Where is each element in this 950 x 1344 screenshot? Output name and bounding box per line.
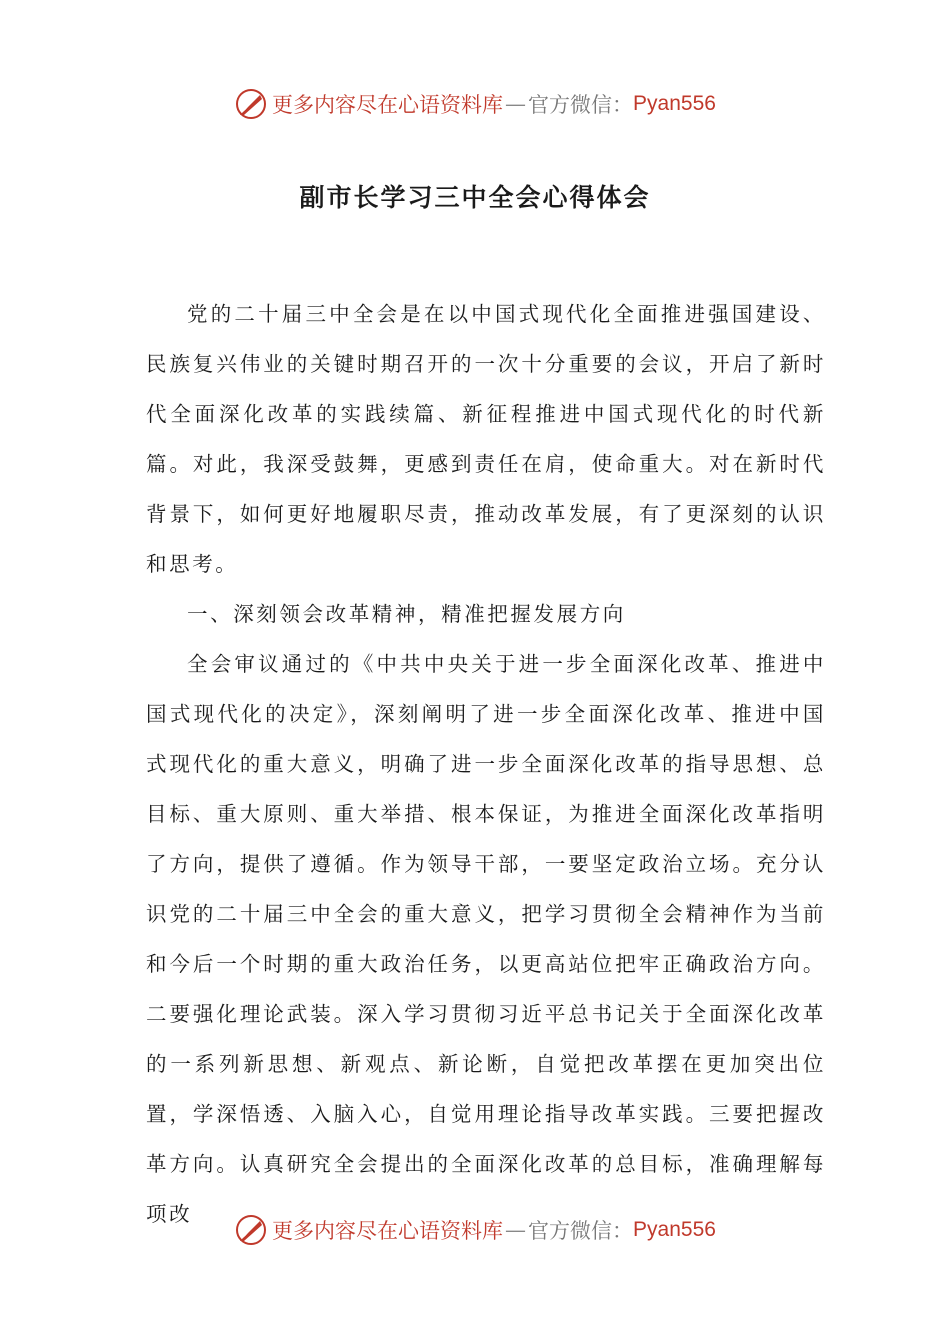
document-title: 副市长学习三中全会心得体会 (299, 183, 651, 212)
footer-watermark (0, 1210, 950, 1250)
paragraph-section-1: 全会审议通过的《中共中央关于进一步全面深化改革、推进中国式现代化的决定》，深刻阐明了进一步全面深化改革、推进中国式现代化的重大意义，明确了进一步全面深化改革的指导思想、总目标、重大原则、重大举措、根本保证，为推进全面深化改革指明了方向，提供了遵循。作为领导干部，一要坚定政治立场。充分认识党的二十届三中全会的重大意义，把学习贯彻全会精神作为当前和今后一个时期的重大政治任务，以更高站位把牢正确政治方向。二要强化理论武装。深入学习贯彻习近平总书记关于全面深化改革的一系列新思想、新观点、新论断，自觉把改革摆在更加突出位置，学深悟透、入脑入心，自觉用理论指导改革实践。三要把握改革方向。认真研究全会提出的全面深化改革的总目标，准确理解每项改 (146, 652, 826, 1226)
quill-logo-icon (234, 1213, 268, 1247)
watermark-label: 官方微信： (528, 1219, 634, 1243)
watermark-brand: 更多内容尽在心语资料库 (272, 1219, 504, 1243)
watermark-separator: — (505, 1218, 527, 1242)
watermark-brand: 更多内容尽在心语资料库 (272, 93, 504, 117)
header-watermark (0, 84, 950, 124)
document-body (146, 289, 826, 1239)
watermark-wechat-id: Pyan556 (633, 1218, 716, 1241)
watermark-wechat-id: Pyan556 (633, 92, 716, 115)
quill-logo-icon (234, 87, 268, 121)
watermark-label: 官方微信： (528, 93, 634, 117)
paragraph-intro: 党的二十届三中全会是在以中国式现代化全面推进强国建设、民族复兴伟业的关键时期召开的一次十分重要的会议，开启了新时代全面深化改革的实践续篇、新征程推进中国式现代化的时代新篇。对此，我深受鼓舞，更感到责任在肩，使命重大。对在新时代背景下，如何更好地履职尽责，推动改革发展，有了更深刻的认识和思考。 (146, 302, 826, 576)
section-heading-1: 一、深刻领会改革精神，精准把握发展方向 (187, 602, 626, 626)
watermark-separator: — (505, 92, 527, 116)
